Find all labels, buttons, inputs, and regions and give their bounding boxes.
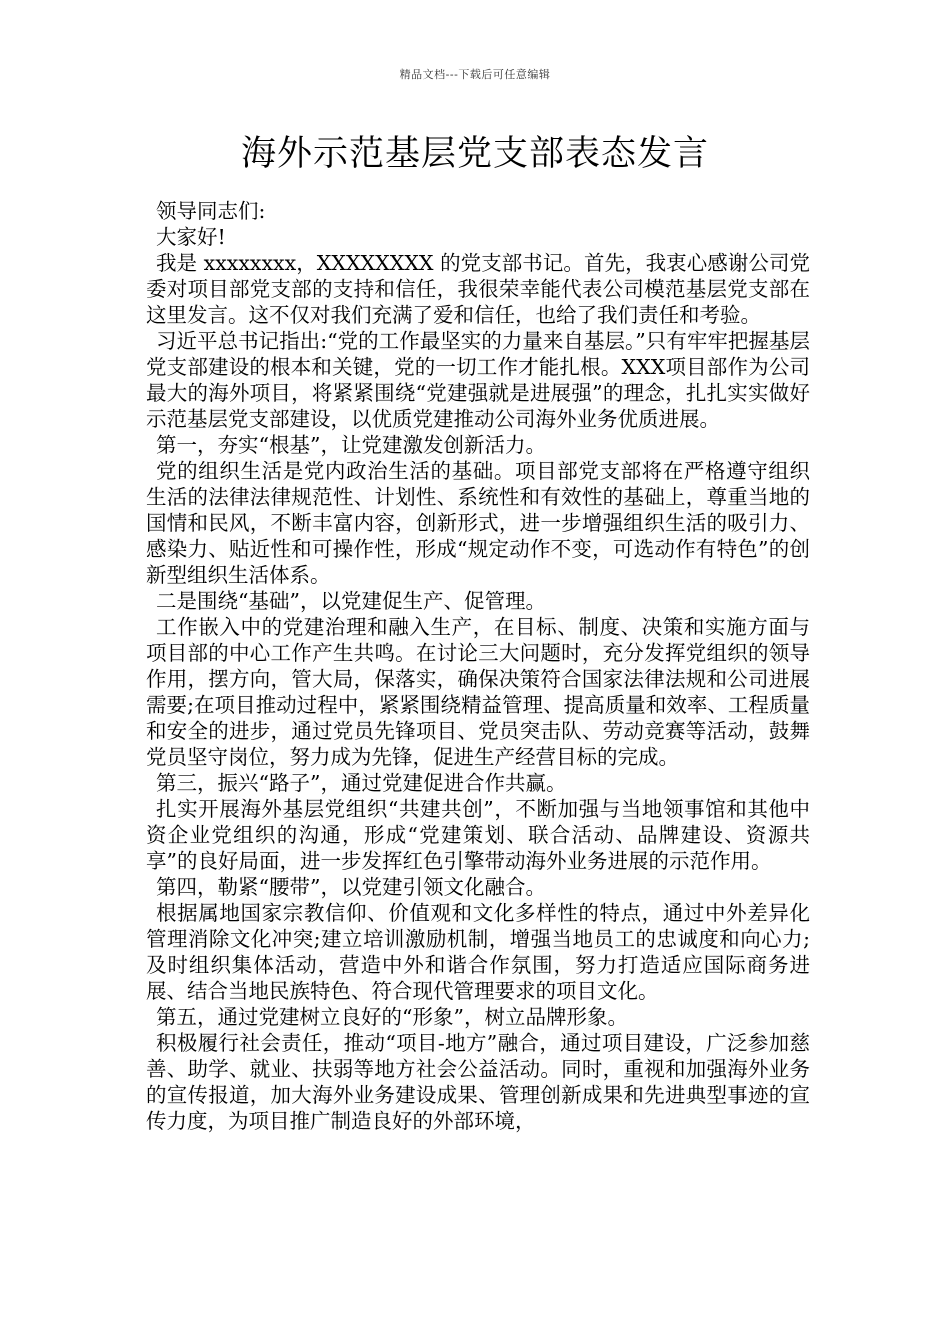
paragraph-section-2: 工作嵌入中的党建治理和融入生产，在目标、制度、决策和实施方面与项目部的中心工作产生共鸣。在讨论三大问题时，充分发挥党组织的领导作用，摆方向，管大局，保落实，确保决策符合国家法律法规和公司进展需要;在项目推动过程中，紧紧围绕精益管理、提高质量和效率、工程质量和安全的进步，通过党员先锋项目、党员突击队、劳动竞赛等活动，鼓舞党员坚守岗位，努力成为先锋，促进生产经营目标的完成。 xyxy=(146,615,810,769)
section-heading-5: 第五，通过党建树立良好的“形象”，树立品牌形象。 xyxy=(156,1005,628,1029)
section-heading-2: 二是围绕“基础”，以党建促生产、促管理。 xyxy=(156,589,546,613)
section-heading-4: 第四，勒紧“腰带”，以党建引领文化融合。 xyxy=(156,875,546,899)
section-heading-3: 第三，振兴“路子”，通过党建促进合作共赢。 xyxy=(156,771,567,795)
salutation: 领导同志们: xyxy=(156,199,266,223)
paragraph-quote: 习近平总书记指出:“党的工作最坚实的力量来自基层。”只有牢牢把握基层党支部建设的根本和关键，党的一切工作才能扎根。XXX项目部作为公司最大的海外项目，将紧紧围绕“党建强就是进展强”的理念，扎扎实实做好示范基层党支部建设，以优质党建推动公司海外业务优质进展。 xyxy=(146,329,810,431)
document-title: 海外示范基层党支部表态发言 xyxy=(240,134,709,174)
section-heading-1: 第一，夯实“根基”，让党建激发创新活力。 xyxy=(156,433,546,457)
paragraph-intro: 我是 xxxxxxxx，XXXXXXXX 的党支部书记。首先，我衷心感谢公司党委对项目部党支部的支持和信任，我很荣幸能代表公司模范基层党支部在这里发言。这不仅对我们充满了爱和信任，也给了我们责任和考验。 xyxy=(146,251,810,327)
paragraph-section-3: 扎实开展海外基层党组织“共建共创”，不断加强与当地领事馆和其他中资企业党组织的沟通，形成“党建策划、联合活动、品牌建设、资源共享”的良好局面，进一步发挥红色引擎带动海外业务进展的示范作用。 xyxy=(146,797,810,873)
greeting: 大家好! xyxy=(156,225,226,249)
paragraph-section-4: 根据属地国家宗教信仰、价值观和文化多样性的特点，通过中外差异化管理消除文化冲突;建立培训激励机制，增强当地员工的忠诚度和向心力;及时组织集体活动，营造中外和谐合作氛围，努力打造适应国际商务进展、结合当地民族特色、符合现代管理要求的项目文化。 xyxy=(146,901,810,1003)
paragraph-section-1: 党的组织生活是党内政治生活的基础。项目部党支部将在严格遵守组织生活的法律法律规范性、计划性、系统性和有效性的基础上，尊重当地的国情和民风，不断丰富内容，创新形式，进一步增强组织生活的吸引力、感染力、贴近性和可操作性，形成“规定动作不变，可选动作有特色”的创新型组织生活体系。 xyxy=(146,459,810,587)
document-body xyxy=(146,198,810,1134)
header-note: 精品文档---下载后可任意编辑 xyxy=(399,68,551,81)
paragraph-section-5: 积极履行社会责任，推动“项目-地方”融合，通过项目建设，广泛参加慈善、助学、就业、扶弱等地方社会公益活动。同时，重视和加强海外业务的宣传报道，加大海外业务建设成果、管理创新成果和先进典型事迹的宣传力度，为项目推广制造良好的外部环境， xyxy=(146,1031,810,1133)
